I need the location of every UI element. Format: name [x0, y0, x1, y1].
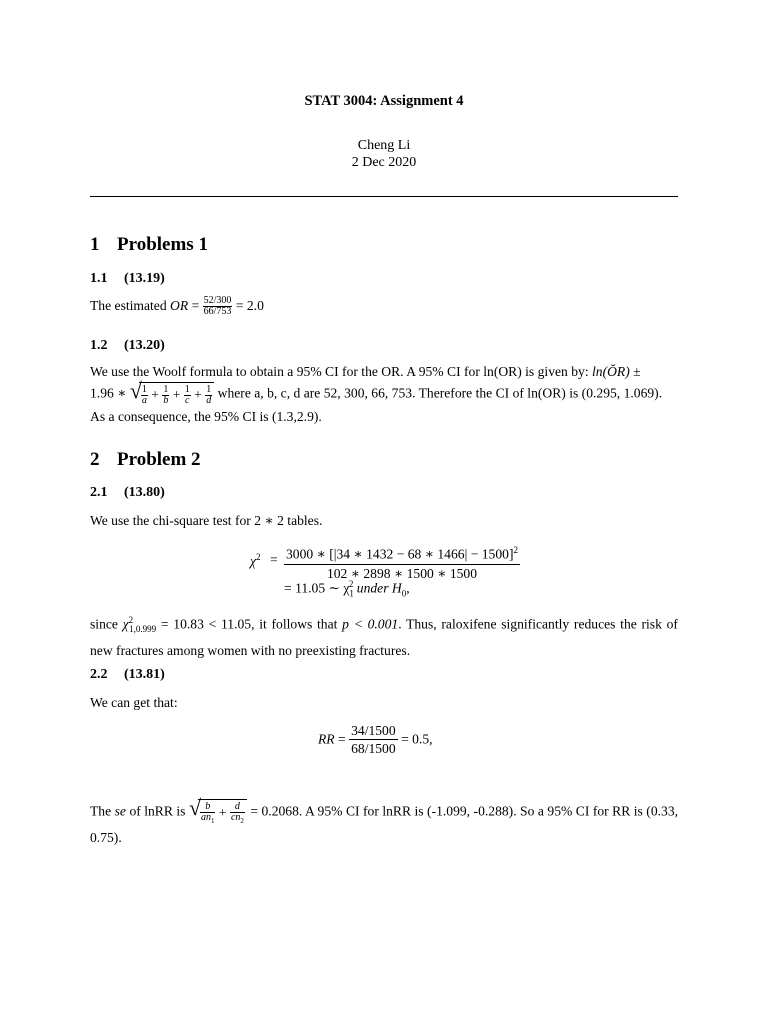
equation-result: = 11.05 ∼ χ — [284, 580, 350, 596]
text: We can get that: — [90, 695, 178, 710]
text: tables. — [287, 513, 323, 528]
math-inline: = 10.83 < 11.05 — [160, 616, 252, 632]
section-title: Problems 1 — [117, 234, 208, 255]
text: We use the Woolf formula to obtain a — [90, 364, 294, 379]
paragraph-1-1: The estimated OR = $\frac{52/300}{66/753}$ = 2.0 — [90, 295, 264, 318]
sqrt-expression: √ $\frac{b}{an_1}$ + $\frac{d}{cn_2}$ — [189, 799, 247, 826]
paragraph-2-1-intro — [90, 510, 678, 531]
subsection-title: (13.80) — [124, 485, 165, 500]
rr-denominator: 68/1500 — [351, 741, 396, 756]
sqrt-expression: √ $\frac{1}{a}$ + $\frac{1}{b}$ + $\frac{1}{c}$ + $\frac{1}{d}$ — [130, 382, 214, 406]
percent: 95% — [296, 364, 322, 379]
equation-numerator: 3000 ∗ [|34 ∗ 1432 − 68 ∗ 1466| − 1500] — [286, 546, 514, 562]
subsection-title: (13.81) — [124, 667, 165, 682]
subsection-1-1-heading — [90, 271, 165, 287]
subsection-title: (13.19) — [124, 271, 165, 286]
document-date: 2 Dec 2020 — [351, 155, 417, 170]
text: . A 95% CI for lnRR is (-1.099, -0.288). So a 95% CI for RR is (0.33, 0.75). — [90, 803, 679, 845]
formula-ln-or: ln(ŎR) — [592, 364, 630, 379]
text: As a consequence, the 95% CI is (1.3,2.9). — [90, 409, 322, 425]
text: CI for the OR. A 95% CI for ln(OR) is given by: — [325, 364, 589, 379]
paragraph-2-2-se: The se of lnRR is √ $\frac{b}{an_1}$ + $\frac{d}{cn_2}$ = 0.2068. A 95% CI for lnRR is (-1.099, -0.288). So a 95% CI for RR is (0.33, 0.75). — [90, 795, 679, 845]
subsection-2-2-heading — [90, 667, 165, 683]
paragraph-2-2-intro — [90, 692, 678, 713]
subsection-number: 1.2 — [90, 338, 108, 353]
text: of lnRR is — [129, 803, 186, 819]
rr-result: = 0.5, — [401, 731, 433, 747]
p-value: p < 0.001 — [342, 616, 399, 632]
rr-numerator: 34/1500 — [351, 723, 396, 738]
subsection-2-1-heading — [90, 485, 165, 501]
rr-equation: RR = $\frac{34/1500}{68/1500}$ = 0.5, — [318, 723, 433, 756]
math-inline: 2 ∗ 2 — [254, 513, 284, 528]
document-title: STAT 3004: Assignment 4 — [304, 93, 464, 109]
subsection-number: 1.1 — [90, 271, 108, 286]
section-2-heading — [90, 449, 201, 471]
title-rule — [90, 196, 678, 197]
subsection-number: 2.2 — [90, 667, 108, 682]
se-value: = 0.2068 — [250, 803, 299, 819]
text: The — [90, 803, 112, 819]
text: since — [90, 616, 118, 632]
text: . Thus, raloxifene significantly reduces the risk of new fractures among women with no preexisting fractures. — [90, 616, 678, 659]
paragraph-2-1-conclusion: since $\chi^2_{1,0.999} = 10.83 < 11.05$, it follows that p < 0.001. Thus, raloxifene significantly reduces the risk of new fractures among women with no preexisting fractures. — [90, 615, 678, 659]
author-name: Cheng Li — [357, 138, 411, 153]
paragraph-1-2: We use the Woolf formula to obtain a 95% CI for the OR. A 95% CI for ln(OR) is given by: ln(ŎR) ± 1.96 ∗ √ $\frac{1}{a}$ + $\frac{1}{b}$ + $\frac{1}{c}$ + $\frac{1}{d}$ where a, b, c, d are 52, 300, 66, 753. Therefore the CI of ln(OR) is (0.295, 1.069). As a consequence, the 95% CI is (1.3,2.9). — [90, 364, 663, 425]
section-title: Problem 2 — [117, 449, 201, 470]
chi-square-equation: $\chi^2$ = 3000 ∗ [|34 ∗ 1432 − 68 ∗ 1466| − 1500]$^2$ 102 ∗ 2898 ∗ 1500 ∗ 1500 = 11.05 ∼ $\chi_1^2$ under $H_0$, — [250, 541, 550, 597]
fraction: $\frac{52/300}{66/753}$ — [203, 295, 232, 318]
text: The estimated — [90, 298, 167, 313]
section-number: 1 — [90, 234, 100, 255]
subsection-number: 2.1 — [90, 485, 108, 500]
subsection-1-2-heading — [90, 338, 165, 354]
text: We use the chi-square test for — [90, 513, 251, 528]
text: , it follows that — [251, 616, 338, 632]
equation-denominator: 102 ∗ 2898 ∗ 1500 ∗ 1500 — [326, 565, 478, 581]
formula-or: OR — [170, 298, 189, 313]
equation-result-tail: under H — [356, 580, 402, 596]
text: where a, b, c, d are 52, 300, 66, 753. Therefore the CI of ln(OR) is (0.295, 1.069). — [217, 385, 663, 401]
rr-fraction — [349, 722, 398, 757]
section-number: 2 — [90, 449, 100, 470]
section-1-heading — [90, 234, 208, 256]
subsection-title: (13.20) — [124, 338, 165, 353]
